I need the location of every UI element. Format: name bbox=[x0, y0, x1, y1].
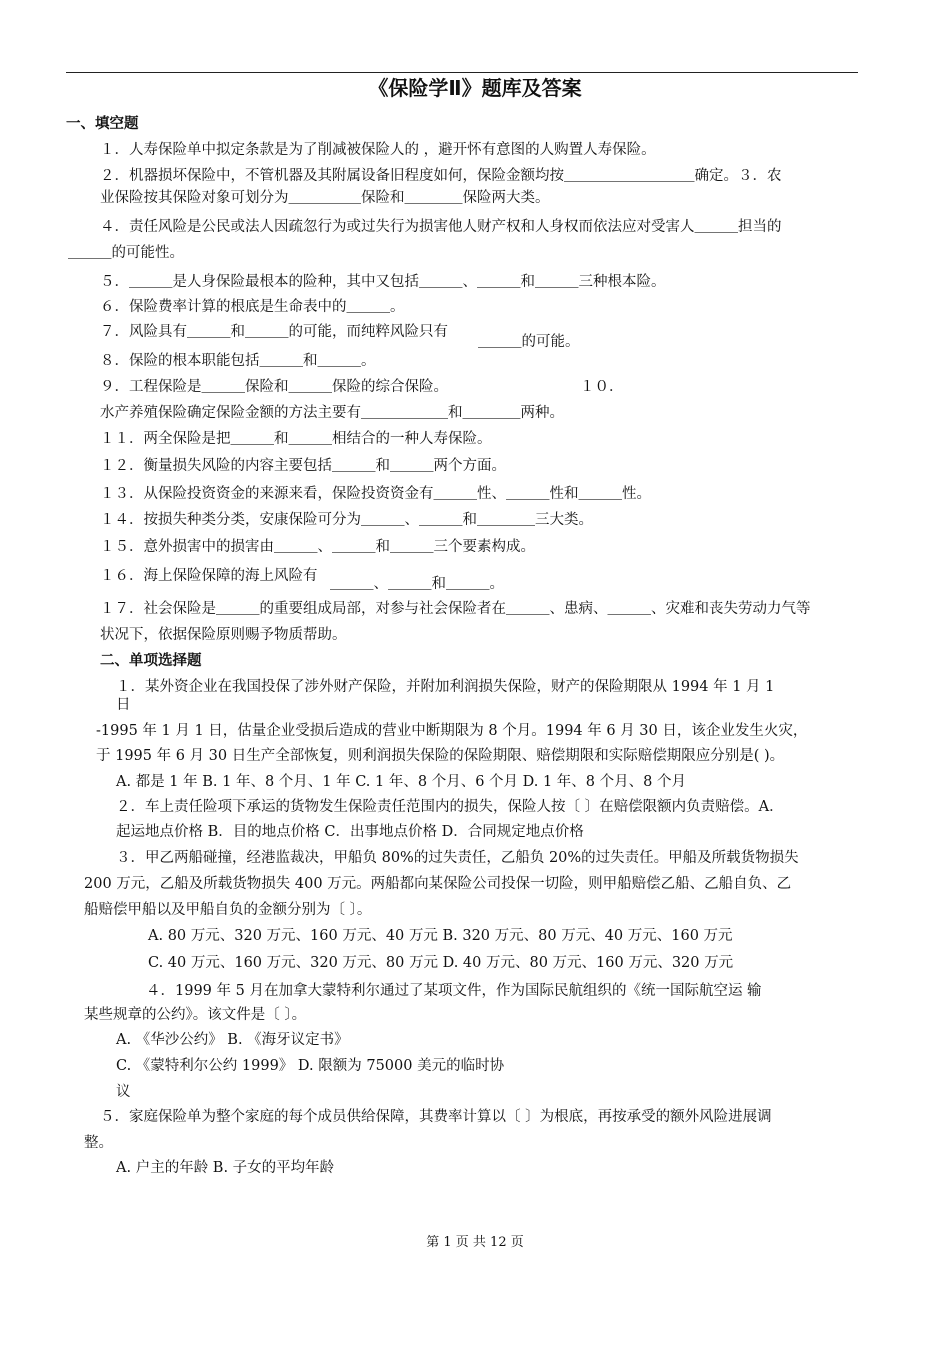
text-line: A. 《华沙公约》 B. 《海牙议定书》 bbox=[116, 1032, 349, 1048]
text-line: ５．家庭保险单为整个家庭的每个成员供给保障，其费率计算以〔 〕为根底，再按承受的额外风险进展调 bbox=[100, 1109, 772, 1125]
text-line: ９．工程保险是＿＿＿保险和＿＿＿保险的综合保险。 bbox=[100, 379, 448, 395]
section-heading: 一、填空题 bbox=[66, 116, 139, 132]
text-line: A. 户主的年龄 B. 子女的平均年龄 bbox=[116, 1160, 335, 1176]
text-line: 水产养殖保险确定保险金额的方法主要有＿＿＿＿＿＿和＿＿＿＿两种。 bbox=[100, 405, 564, 421]
text-line: 整。 bbox=[84, 1135, 113, 1151]
text-line: 议 bbox=[116, 1084, 131, 1100]
section-heading: 二、单项选择题 bbox=[100, 653, 202, 669]
text-line: C. 40 万元、160 万元、320 万元、80 万元 D. 40 万元、80 万元、160 万元、320 万元 bbox=[148, 955, 734, 971]
text-line: １７．社会保险是＿＿＿的重要组成局部，对参与社会保险者在＿＿＿、患病、＿＿＿、灾难和丧失劳动力气等 bbox=[100, 601, 811, 617]
text-line: C. 《蒙特利尔公约 1999》 D. 限额为 75000 美元的临时协 bbox=[116, 1058, 505, 1074]
text-line: ２．机器损坏保险中，不管机器及其附属设备旧程度如何，保险金额均按＿＿＿＿＿＿＿＿＿确定。３．农 bbox=[100, 168, 782, 184]
text-line: ２．车上责任险项下承运的货物发生保险责任范围内的损失，保险人按〔 〕在赔偿限额内负责赔偿。A． bbox=[116, 799, 784, 815]
text-line: ６．保险费率计算的根底是生命表中的＿＿＿。 bbox=[100, 299, 405, 315]
text-line: A. 80 万元、320 万元、160 万元、40 万元 B. 320 万元、80 万元、40 万元、160 万元 bbox=[148, 928, 733, 944]
text-line: 起运地点价格 B．目的地点价格 C．出事地点价格 D．合同规定地点价格 bbox=[116, 824, 584, 840]
text-line: １２．衡量损失风险的内容主要包括＿＿＿和＿＿＿两个方面。 bbox=[100, 458, 506, 474]
text-line: ＿＿＿的可能性。 bbox=[68, 245, 184, 261]
text-line: １．某外资企业在我国投保了涉外财产保险，并附加利润损失保险，财产的保险期限从 1994 年 1 月 1 bbox=[116, 679, 775, 695]
text-line: 于 1995 年 6 月 30 日生产全部恢复，则利润损失保险的保险期限、赔偿期限和实际赔偿期限应分别是( )。 bbox=[96, 748, 785, 764]
text-line: -1995 年 1 月 1 日，估量企业受损后造成的营业中断期限为 8 个月。1994 年 6 月 30 日，该企业发生火灾， bbox=[96, 723, 808, 739]
text-line: ８．保险的根本职能包括＿＿＿和＿＿＿。 bbox=[100, 353, 376, 369]
text-line: 业保险按其保险对象可划分为＿＿＿＿＿保险和＿＿＿＿保险两大类。 bbox=[100, 190, 550, 206]
text-line: ７．风险具有＿＿＿和＿＿＿的可能，而纯粹风险只有 bbox=[100, 324, 448, 340]
text-line: ３．甲乙两船碰撞，经港监裁决，甲船负 80%的过失责任，乙船负 20%的过失责任。甲船及所载货物损失 bbox=[116, 850, 799, 866]
text-line: 状况下，依据保险原则赐予物质帮助。 bbox=[100, 627, 347, 643]
document-title: 《保险学Ⅱ》题库及答案 bbox=[368, 76, 582, 100]
text-line: ５．＿＿＿是人身保险最根本的险种，其中又包括＿＿＿、＿＿＿和＿＿＿三种根本险。 bbox=[100, 274, 666, 290]
text-line: ＿＿＿的可能。 bbox=[478, 334, 580, 350]
text-line: １．人寿保险单中拟定条款是为了削减被保险人的 ，避开怀有意图的人购置人寿保险。 bbox=[100, 142, 656, 158]
text-line: １３．从保险投资资金的来源来看，保险投资资金有＿＿＿性、＿＿＿性和＿＿＿性。 bbox=[100, 486, 651, 502]
text-line: 200 万元，乙船及所载货物损失 400 万元。两船都向某保险公司投保一切险，则甲船赔偿乙船、乙船自负、乙 bbox=[84, 876, 792, 892]
text-line: 某些规章的公约》。该文件是〔 〕。 bbox=[84, 1007, 307, 1023]
text-line: １１．两全保险是把＿＿＿和＿＿＿相结合的一种人寿保险。 bbox=[100, 431, 492, 447]
text-line: ４．责任风险是公民或法人因疏忽行为或过失行为损害他人财产权和人身权而依法应对受害人＿＿＿担当的 bbox=[100, 219, 782, 235]
text-line: 船赔偿甲船以及甲船自负的金额分别为〔 〕。 bbox=[84, 902, 372, 918]
text-line: １５．意外损害中的损害由＿＿＿、＿＿＿和＿＿＿三个要素构成。 bbox=[100, 539, 535, 555]
text-line: １０． bbox=[580, 379, 624, 395]
header-rule bbox=[66, 72, 858, 73]
page-number: 第 1 页 共 12 页 bbox=[426, 1235, 524, 1250]
text-line: １４．按损失种类分类，安康保险可分为＿＿＿、＿＿＿和＿＿＿＿三大类。 bbox=[100, 512, 593, 528]
text-line: A. 都是 1 年 B. 1 年、8 个月、1 年 C. 1 年、8 个月、6 个月 D. 1 年、8 个月、8 个月 bbox=[116, 774, 686, 790]
text-line: ４．1999 年 5 月在加拿大蒙特利尔通过了某项文件，作为国际民航组织的《统一国际航空运 输 bbox=[146, 983, 762, 999]
text-line: ＿＿＿、＿＿＿和＿＿＿。 bbox=[330, 576, 504, 592]
text-line: 日 bbox=[116, 697, 131, 713]
text-line: １６．海上保险保障的海上风险有 bbox=[100, 568, 318, 584]
